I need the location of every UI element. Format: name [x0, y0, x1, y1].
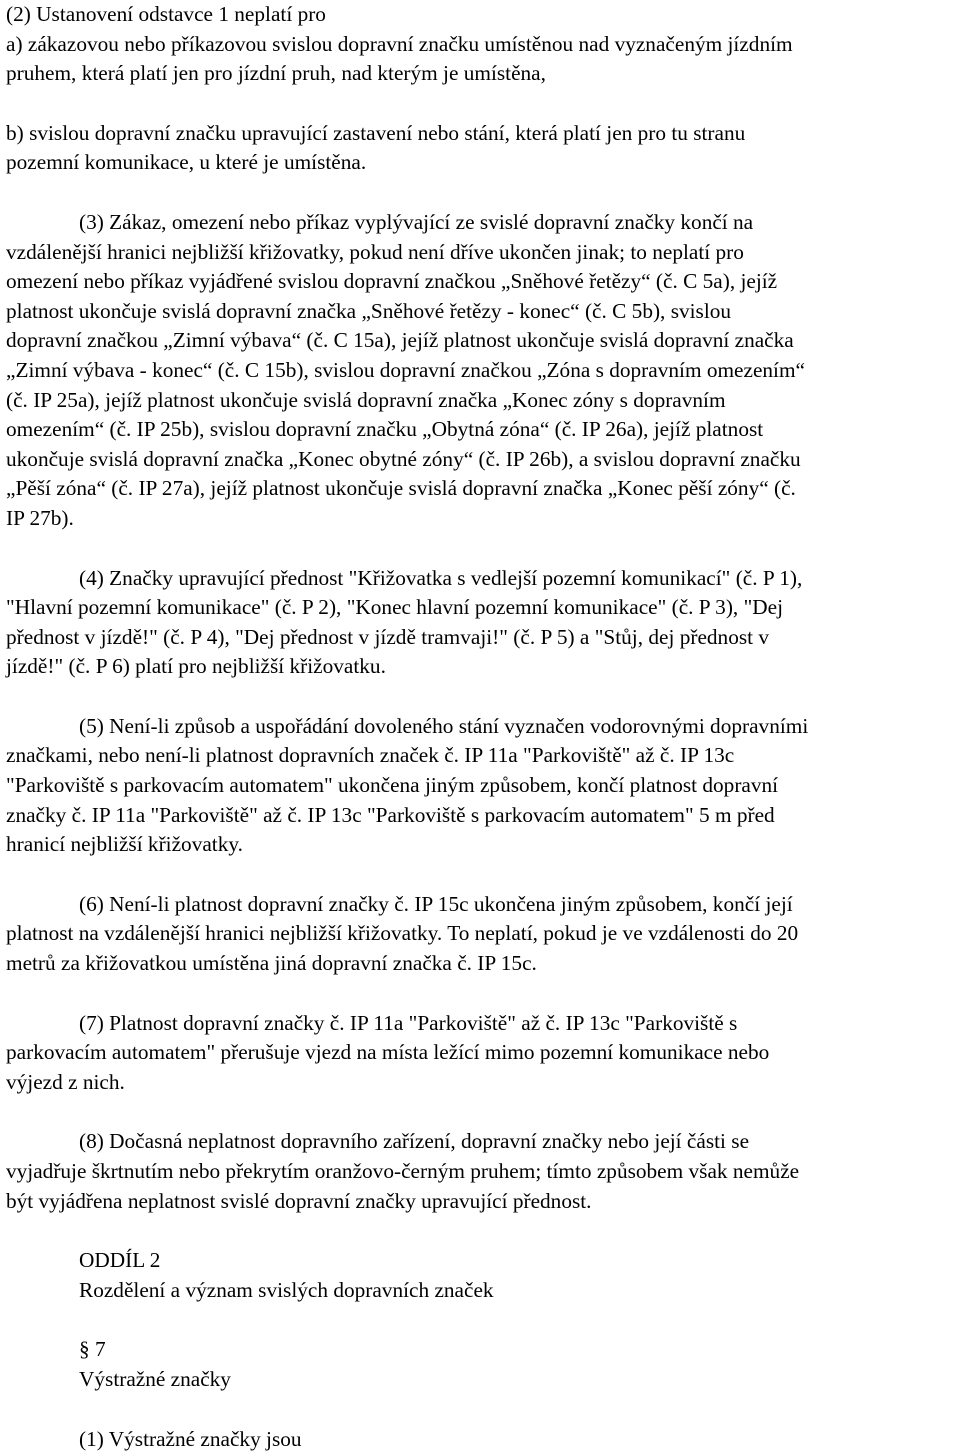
paragraph-7	[6, 1009, 956, 1098]
paragraph-5-line: hranicí nejbližší křižovatky.	[6, 832, 243, 857]
paragraph-section-block	[6, 1335, 956, 1394]
paragraph-3-line: (č. IP 25a), jejíž platnost ukončuje svislá dopravní značka „Konec zóny s dopravním	[6, 387, 726, 412]
paragraph-7-line: výjezd z nich.	[6, 1069, 125, 1094]
section-heading-block	[6, 1246, 956, 1305]
section-title: Rozdělení a význam svislých dopravních značek	[79, 1277, 494, 1302]
paragraph-4-line: jízdě!" (č. P 6) platí pro nejbližší křižovatku.	[6, 654, 386, 679]
paragraph-3-line: omezení nebo příkaz vyjádřené svislou dopravní značkou „Sněhové řetězy“ (č. C 5a), jejíž	[6, 269, 778, 294]
paragraph-2-line: pruhem, která platí jen pro jízdní pruh, nad kterým je umístěna,	[6, 61, 546, 86]
paragraph-8-line: být vyjádřena neplatnost svislé dopravní značky upravující přednost.	[6, 1188, 592, 1213]
paragraph-section-title: Výstražné značky	[79, 1366, 231, 1391]
paragraph-8	[6, 1127, 956, 1216]
paragraph-8-line: vyjadřuje škrtnutím nebo překrytím oranžovo-černým pruhem; tímto způsobem však nemůže	[6, 1159, 800, 1183]
paragraph-3-line: „Zimní výbava - konec“ (č. C 15b), svislou dopravní značkou „Zóna s dopravním omezením“	[6, 357, 805, 382]
paragraph-section-number: § 7	[79, 1337, 106, 1362]
paragraph-8-line: (8) Dočasná neplatnost dopravního zařízení, dopravní značky nebo její části se	[79, 1129, 750, 1154]
paragraph-5-line: (5) Není-li způsob a uspořádání dovoleného stání vyznačen vodorovnými dopravními	[79, 713, 809, 738]
paragraph-3-line: omezením“ (č. IP 25b), svislou dopravní značku „Obytná zóna“ (č. IP 26a), jejíž platnost	[6, 417, 764, 442]
paragraph-5-line: značky č. IP 11a "Parkoviště" až č. IP 13c "Parkoviště s parkovacím automatem" 5 m před	[6, 802, 775, 827]
paragraph-7-line: parkovacím automatem" přerušuje vjezd na místa ležící mimo pozemní komunikace nebo	[6, 1040, 770, 1065]
paragraph-final-line: (1) Výstražné značky jsou	[79, 1426, 302, 1451]
paragraph-5-line: značkami, nebo není-li platnost dopravních značek č. IP 11a "Parkoviště" až č. IP 13c	[6, 743, 735, 768]
paragraph-4-line: "Hlavní pozemní komunikace" (č. P 2), "Konec hlavní pozemní komunikace" (č. P 3), "Dej	[6, 595, 784, 620]
document-page	[6, 0, 956, 1454]
paragraph-7-line: (7) Platnost dopravní značky č. IP 11a "Parkoviště" až č. IP 13c "Parkoviště s	[79, 1010, 738, 1035]
paragraph-3-line: „Pěší zóna“ (č. IP 27a), jejíž platnost ukončuje svislá dopravní značka „Konec pěší zóny“ (č.	[6, 476, 796, 501]
paragraph-5-line: "Parkoviště s parkovacím automatem" ukončena jiným způsobem, končí platnost dopravní	[6, 773, 779, 798]
paragraph-5	[6, 712, 956, 860]
paragraph-6-line: platnost na vzdálenější hranici nejbližší křižovatky. To neplatí, pokud je ve vzdálenosti do 20	[6, 921, 799, 946]
section-heading: ODDÍL 2	[79, 1248, 161, 1273]
paragraph-6	[6, 890, 956, 979]
paragraph-2-line: a) zákazovou nebo příkazovou svislou dopravní značku umístěnou nad vyznačeným jízdním	[6, 31, 793, 56]
paragraph-4-line: přednost v jízdě!" (č. P 4), "Dej přednost v jízdě tramvaji!" (č. P 5) a "Stůj, dej přednost v	[6, 624, 770, 649]
paragraph-3-line: dopravní značkou „Zimní výbava“ (č. C 15a), jejíž platnost ukončuje svislá dopravní značka	[6, 328, 794, 353]
paragraph-3-line: ukončuje svislá dopravní značka „Konec obytné zóny“ (č. IP 26b), a svislou dopravní značku	[6, 446, 801, 471]
paragraph-3	[6, 208, 956, 534]
paragraph-2-line: (2) Ustanovení odstavce 1 neplatí pro	[6, 2, 326, 26]
paragraph-4	[6, 564, 956, 682]
paragraph-2	[6, 0, 956, 178]
paragraph-6-line: (6) Není-li platnost dopravní značky č. IP 15c ukončena jiným způsobem, končí její	[79, 891, 793, 916]
paragraph-6-line: metrů za křižovatkou umístěna jiná dopravní značka č. IP 15c.	[6, 951, 537, 976]
paragraph-3-line: IP 27b).	[6, 505, 74, 530]
paragraph-2-line: b) svislou dopravní značku upravující zastavení nebo stání, která platí jen pro tu stranu	[6, 120, 746, 145]
paragraph-2-line: pozemní komunikace, u které je umístěna.	[6, 150, 367, 175]
paragraph-3-line: (3) Zákaz, omezení nebo příkaz vyplývající ze svislé dopravní značky končí na	[79, 209, 754, 234]
paragraph-4-line: (4) Značky upravující přednost "Křižovatka s vedlejší pozemní komunikací" (č. P 1),	[79, 565, 803, 590]
paragraph-3-line: platnost ukončuje svislá dopravní značka „Sněhové řetězy - konec“ (č. C 5b), svislou	[6, 298, 732, 323]
paragraph-final	[6, 1425, 956, 1454]
paragraph-3-line: vzdálenější hranici nejbližší křižovatky, pokud není dříve ukončen jinak; to neplatí pro	[6, 239, 744, 264]
